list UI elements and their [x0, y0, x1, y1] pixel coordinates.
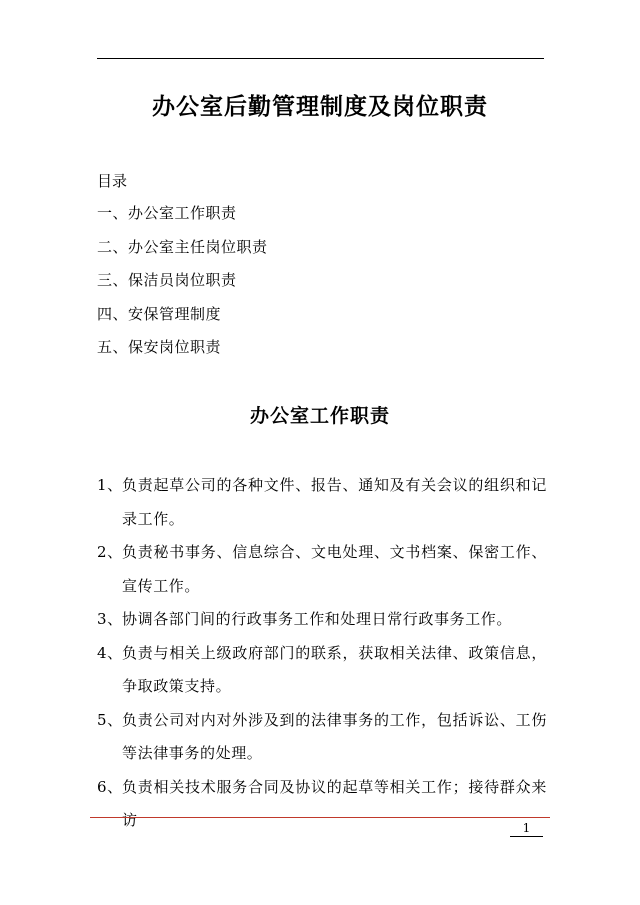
document-title: 办公室后勤管理制度及岗位职责 [152, 94, 488, 120]
duty-item [97, 771, 547, 838]
duty-text: 负责起草公司的各种文件、报告、通知及有关会议的组织和记录工作。 [122, 476, 547, 528]
duty-text: 负责秘书事务、信息综合、文电处理、文书档案、保密工作、宣传工作。 [122, 543, 547, 595]
duty-item [97, 603, 547, 637]
duty-number: 1、 [97, 476, 123, 494]
footer-rule [90, 817, 550, 818]
toc-item: 三、保洁员岗位职责 [97, 271, 237, 289]
duty-item [97, 704, 547, 771]
duty-item [97, 469, 547, 536]
duty-number: 5、 [97, 710, 123, 729]
duty-number: 3、 [97, 610, 123, 628]
duty-item [97, 536, 547, 603]
toc-item: 五、保安岗位职责 [97, 338, 222, 356]
header-rule [97, 58, 544, 59]
page-number: 1 [510, 821, 543, 837]
duty-text: 负责公司对内对外涉及到的法律事务的工作，包括诉讼、工伤等法律事务的处理。 [122, 710, 547, 762]
duty-list [97, 469, 547, 838]
duty-number: 6、 [97, 777, 123, 796]
duty-number: 2、 [97, 543, 123, 561]
duty-text: 负责相关技术服务合同及协议的起草等相关工作；接待群众来访 [122, 777, 547, 829]
table-of-contents [97, 203, 268, 371]
duty-text: 协调各部门间的行政事务工作和处理日常行政事务工作。 [122, 610, 513, 628]
toc-heading: 目录 [97, 172, 128, 190]
toc-item: 一、办公室工作职责 [97, 204, 237, 222]
section-title: 办公室工作职责 [249, 405, 390, 427]
duty-item [97, 637, 547, 704]
toc-item: 二、办公室主任岗位职责 [97, 237, 268, 256]
duty-number: 4、 [97, 643, 123, 662]
duty-text: 负责与相关上级政府部门的联系，获取相关法律、政策信息，争取政策支持。 [122, 643, 547, 695]
toc-item: 四、安保管理制度 [97, 304, 222, 323]
